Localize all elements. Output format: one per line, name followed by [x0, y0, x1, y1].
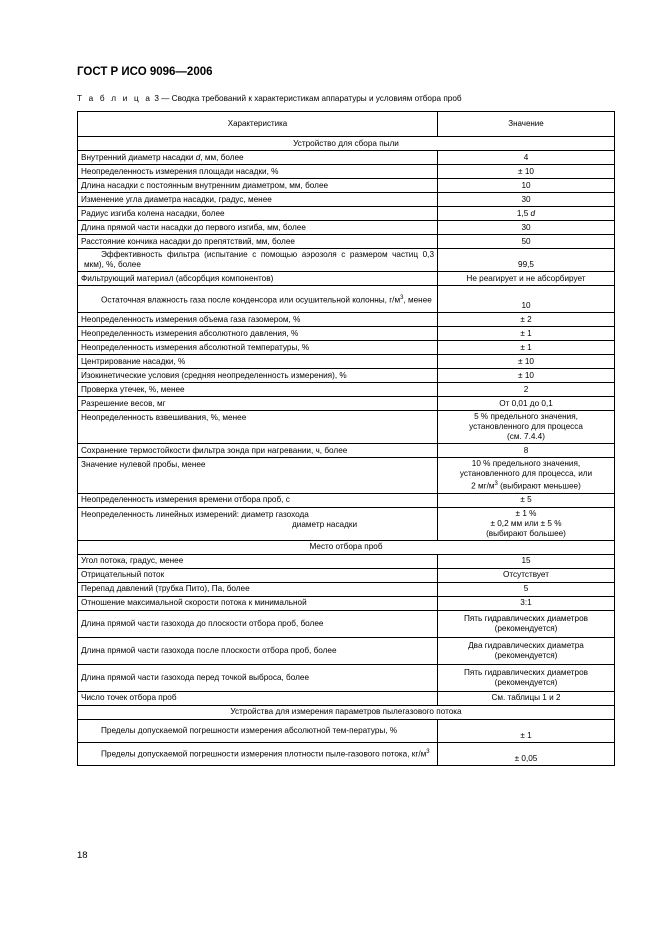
table-row — [78, 327, 615, 341]
row-value: 99,5 — [438, 249, 615, 272]
row-label: Проверка утечек, %, менее — [78, 383, 438, 397]
table-caption-prefix: Т а б л и ц а — [77, 94, 153, 103]
row-value: 8 — [438, 444, 615, 458]
row-value: 3:1 — [438, 596, 615, 610]
table-row — [78, 610, 615, 637]
table-row — [78, 664, 615, 691]
row-label: Радиус изгиба колена насадки, более — [78, 207, 438, 221]
row-value: ± 10 — [438, 369, 615, 383]
table-row — [78, 458, 615, 494]
row-label: Фильтрующий материал (абсорбция компонентов) — [78, 272, 438, 286]
section-title: Место отбора проб — [78, 540, 615, 554]
row-label: Неопределенность измерения времени отбора проб, с — [78, 493, 438, 507]
table-row — [78, 582, 615, 596]
row-value: ± 10 — [438, 355, 615, 369]
table-row — [78, 235, 615, 249]
row-value: Два гидравлических диаметра (рекомендуется) — [438, 637, 615, 664]
row-label: Длина прямой части газохода перед точкой выброса, более — [78, 664, 438, 691]
row-value: 10 — [438, 286, 615, 313]
row-label: Длина насадки с постоянным внутренним диаметром, мм, более — [78, 179, 438, 193]
table-row — [78, 493, 615, 507]
row-label: Длина прямой части насадки до первого изгиба, мм, более — [78, 221, 438, 235]
row-value: 5 % предельного значения, установленного для процесса (см. 7.4.4) — [438, 411, 615, 444]
table-caption-text: 3 — Сводка требований к характеристикам аппаратуры и условиям отбора проб — [152, 94, 462, 103]
table-row — [78, 507, 615, 540]
document-header: ГОСТ Р ИСО 9096—2006 — [77, 66, 213, 78]
table-row — [78, 355, 615, 369]
row-label: Длина прямой части газохода до плоскости отбора проб, более — [78, 610, 438, 637]
row-value: 1,5 d — [438, 207, 615, 221]
row-label: Эффективность фильтра (испытание с помощью аэрозоля с размером частиц 0,3 мкм), %, более — [78, 249, 438, 272]
row-label: Пределы допускаемой погрешности измерения абсолютной тем-пературы, % — [78, 719, 438, 742]
row-value: 50 — [438, 235, 615, 249]
table-caption — [77, 94, 462, 103]
table-row — [78, 742, 615, 765]
table-row — [78, 691, 615, 705]
row-value: 4 — [438, 151, 615, 165]
row-label: Центрирование насадки, % — [78, 355, 438, 369]
section-title: Устройство для сбора пыли — [78, 137, 615, 151]
table-row — [78, 272, 615, 286]
page-number: 18 — [77, 850, 88, 861]
table-row — [78, 411, 615, 444]
table-row — [78, 444, 615, 458]
row-value: Пять гидравлических диаметров (рекомендуется) — [438, 610, 615, 637]
row-label: Отрицательный поток — [78, 568, 438, 582]
table-row — [78, 151, 615, 165]
table-row — [78, 207, 615, 221]
row-label: Неопределенность линейных измерений: диаметр газохода диаметр насадки — [78, 507, 438, 540]
table-row — [78, 596, 615, 610]
row-label: Внутренний диаметр насадки d, мм, более — [78, 151, 438, 165]
row-value: См. таблицы 1 и 2 — [438, 691, 615, 705]
row-label: Изменение угла диаметра насадки, градус, менее — [78, 193, 438, 207]
table-row — [78, 286, 615, 313]
table-row — [78, 568, 615, 582]
table-header-row — [78, 112, 615, 137]
row-value: 10 — [438, 179, 615, 193]
row-value: ± 0,05 — [438, 742, 615, 765]
row-value: 30 — [438, 193, 615, 207]
row-value: 15 — [438, 554, 615, 568]
row-value: ± 1 % ± 0,2 мм или ± 5 % (выбирают большее) — [438, 507, 615, 540]
row-label: Угол потока, градус, менее — [78, 554, 438, 568]
section-title: Устройства для измерения параметров пылегазового потока — [78, 705, 615, 719]
table-row — [78, 249, 615, 272]
section-row — [78, 540, 615, 554]
row-value: ± 10 — [438, 165, 615, 179]
row-value: ± 1 — [438, 719, 615, 742]
table-row — [78, 369, 615, 383]
row-label: Отношение максимальной скорости потока к минимальной — [78, 596, 438, 610]
column-header-value: Значение — [438, 112, 615, 137]
row-label: Изокинетические условия (средняя неопределенность измерения), % — [78, 369, 438, 383]
row-label: Пределы допускаемой погрешности измерения плотности пыле-газового потока, $кг/м^3$ — [78, 742, 438, 765]
row-label: Перепад давлений (трубка Пито), Па, более — [78, 582, 438, 596]
row-label: Неопределенность измерения абсолютного давления, % — [78, 327, 438, 341]
row-value: ± 2 — [438, 313, 615, 327]
table-row — [78, 179, 615, 193]
column-header-characteristic: Характеристика — [78, 112, 438, 137]
row-label: Неопределенность измерения объема газа газомером, % — [78, 313, 438, 327]
row-value: ± 1 — [438, 341, 615, 355]
row-label: Неопределенность измерения абсолютной температуры, % — [78, 341, 438, 355]
row-value: 5 — [438, 582, 615, 596]
row-value: Пять гидравлических диаметров (рекомендуется) — [438, 664, 615, 691]
row-value: ± 1 — [438, 327, 615, 341]
section-row — [78, 137, 615, 151]
row-label: Сохранение термостойкости фильтра зонда при нагревании, ч, более — [78, 444, 438, 458]
table-row — [78, 341, 615, 355]
table-row — [78, 193, 615, 207]
table-row — [78, 719, 615, 742]
section-row — [78, 705, 615, 719]
row-label: Расстояние кончика насадки до препятствий, мм, более — [78, 235, 438, 249]
row-value: Отсутствует — [438, 568, 615, 582]
row-value: ± 5 — [438, 493, 615, 507]
row-label: Значение нулевой пробы, менее — [78, 458, 438, 494]
row-label: Неопределенность измерения площади насадки, % — [78, 165, 438, 179]
table-row — [78, 221, 615, 235]
row-value: 2 — [438, 383, 615, 397]
table-row — [78, 637, 615, 664]
row-label: Длина прямой части газохода после плоскости отбора проб, более — [78, 637, 438, 664]
table-row — [78, 383, 615, 397]
row-label: Разрешение весов, мг — [78, 397, 438, 411]
row-label: Число точек отбора проб — [78, 691, 438, 705]
row-value: 30 — [438, 221, 615, 235]
table-row — [78, 165, 615, 179]
row-value: Не реагирует и не абсорбирует — [438, 272, 615, 286]
row-label: Неопределенность взвешивания, %, менее — [78, 411, 438, 444]
requirements-table — [77, 111, 615, 766]
row-label: Остаточная влажность газа после конденсора или осушительной колонны, $г/м^3$, менее — [78, 286, 438, 313]
table-row — [78, 554, 615, 568]
row-value: 10 % предельного значения, установленного для процесса, или 2 $мг/м^3$ (выбирают меньшее) — [438, 458, 615, 494]
table-row — [78, 397, 615, 411]
table-row — [78, 313, 615, 327]
row-value: От 0,01 до 0,1 — [438, 397, 615, 411]
